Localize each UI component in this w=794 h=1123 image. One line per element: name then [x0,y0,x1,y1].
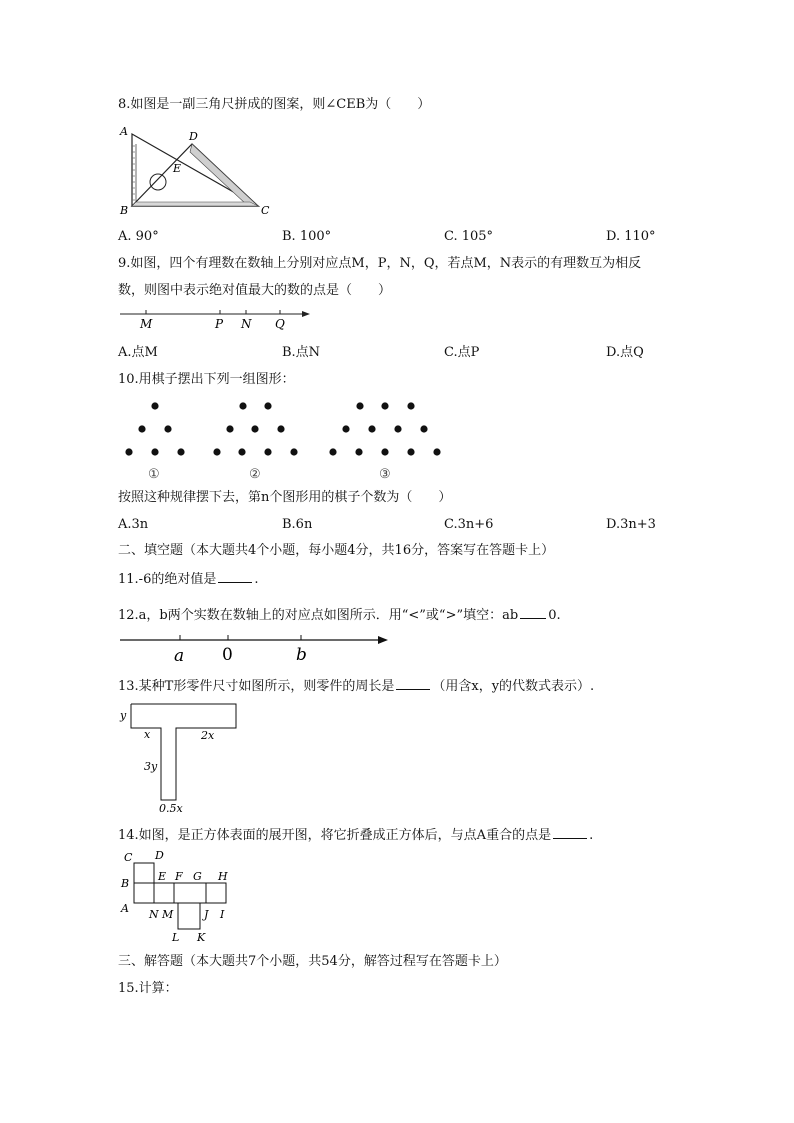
q11-text-end: . [254,572,259,587]
q9-axis-q: Q [275,317,285,331]
q8-option-d: D. 110° [606,229,656,244]
q9-number-line [118,306,318,332]
q14-label-b: B [121,877,130,890]
q14-label-i: I [220,908,225,921]
q8-label-e: E [173,162,182,175]
q9-axis-m: M [140,317,153,331]
q13-t-shape-figure [116,700,246,818]
q13-dim-x: x [144,728,151,741]
q14-label-d: D [155,849,164,862]
q14-label-f: F [175,870,183,883]
q13-answer-blank [396,677,430,690]
q11-line [118,570,258,589]
q10-figure-1-label: ① [148,467,160,482]
q12-text: 12.a，b两个实数在数轴上的对应点如图所示．用“<”或“>”填空：ab [118,608,519,623]
q8-label-b: B [120,204,129,217]
q8-option-b: B. 100° [282,229,332,244]
q14-label-h: H [218,870,228,883]
q14-cube-net-figure [116,846,246,946]
q12-axis-zero: 0 [222,645,233,665]
q14-label-l: L [172,931,180,944]
q8-label-c: C [261,204,270,217]
q14-label-e: E [158,870,167,883]
q14-label-n: N [149,908,159,921]
q10-option-b: B.6n [282,517,313,532]
q10-figure-2-label: ② [249,467,261,482]
q14-label-c: C [124,851,133,864]
q12-text-end: 0. [548,608,561,623]
q13-dim-half-x: 0.5x [159,802,183,815]
q8-label-a: A [120,125,128,138]
q11-answer-blank [218,570,252,583]
q8-option-a: A. 90° [118,229,159,244]
q13-dim-3y: 3y [144,760,158,773]
q9-stem-line2: 数，则图中表示绝对值最大的数的点是（ ） [118,283,392,298]
q9-option-b: B.点N [282,345,321,360]
q9-option-d: D.点Q [606,345,644,360]
q8-triangle-figure [112,122,282,222]
q14-label-a: A [121,902,129,915]
q12-axis-a: a [174,646,185,666]
q13-text-end: （用含x，y的代数式表示）. [432,679,595,694]
section3-heading: 三、解答题（本大题共7个小题，共54分，解答过程写在答题卡上） [118,954,507,969]
q14-text: 14.如图，是正方体表面的展开图，将它折叠成正方体后，与点A重合的点是 [118,828,552,843]
q10-dot-patterns [118,396,458,486]
section2-heading: 二、填空题（本大题共4个小题，每小题4分，共16分，答案写在答题卡上） [118,543,555,558]
q9-axis-p: P [215,317,224,331]
q10-option-d: D.3n+3 [606,517,656,532]
q10-option-c: C.3n+6 [444,517,494,532]
q14-line [118,826,593,845]
q12-number-line [118,630,393,666]
q10-option-a: A.3n [118,517,149,532]
q12-answer-blank [520,606,546,619]
q10-figure-3-label: ③ [379,467,391,482]
q14-answer-blank [553,826,587,839]
q14-label-k: K [197,931,206,944]
q8-label-d: D [189,130,198,143]
q10-stem2: 按照这种规律摆下去，第n个图形用的棋子个数为（ ） [118,490,452,505]
q13-line [118,677,594,696]
q12-line [118,606,561,625]
q12-axis-b: b [296,645,307,665]
q14-label-m: M [162,908,174,921]
q14-label-g: G [193,870,202,883]
q10-stem: 10.用棋子摆出下列一组图形： [118,372,295,387]
q9-option-c: C.点P [444,345,480,360]
q9-stem-line1: 9.如图，四个有理数在数轴上分别对应点M，P，N，Q，若点M，N表示的有理数互为相反 [118,256,642,271]
q14-label-j: J [204,908,209,921]
q15-stem: 15.计算： [118,981,178,996]
q11-text: 11.-6的绝对值是 [118,572,217,587]
q8-option-c: C. 105° [444,229,494,244]
q13-text: 13.某种T形零件尺寸如图所示，则零件的周长是 [118,679,395,694]
q13-dim-2x: 2x [201,729,215,742]
q9-axis-n: N [241,317,252,331]
q8-stem: 8.如图是一副三角尺拼成的图案，则∠CEB为（ ） [118,97,431,112]
q14-text-end: . [589,828,594,843]
q13-dim-y: y [120,709,127,722]
q9-option-a: A.点M [118,345,158,360]
